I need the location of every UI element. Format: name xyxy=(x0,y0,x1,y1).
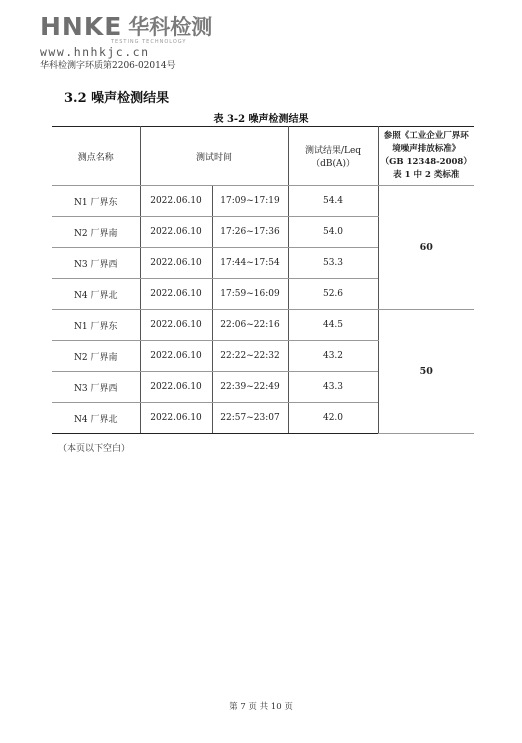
logo-chinese-name: 华科检测 xyxy=(128,15,213,39)
header-reference-standard xyxy=(378,127,474,186)
page-number: 第 7 页 共 10 页 xyxy=(229,702,293,712)
header-test-time: 测试时间 xyxy=(140,127,288,186)
header-point-name: 测点名称 xyxy=(52,127,140,186)
cell-value: 44.5 xyxy=(288,310,378,341)
header-ref-line: 参照《工业企业厂界环 xyxy=(383,131,469,141)
cell-time: 22:57~23:07 xyxy=(212,403,288,434)
cell-point: N2 厂界南 xyxy=(52,341,140,372)
header-ref-line: 境噪声排放标准》 xyxy=(392,144,461,154)
cell-date: 2022.06.10 xyxy=(140,186,212,217)
cell-date: 2022.06.10 xyxy=(140,279,212,310)
cell-point: N1 厂界东 xyxy=(52,186,140,217)
cell-value: 43.3 xyxy=(288,372,378,403)
cell-point: N4 厂界北 xyxy=(52,279,140,310)
cell-date: 2022.06.10 xyxy=(140,372,212,403)
cell-value: 42.0 xyxy=(288,403,378,434)
header-result xyxy=(288,127,378,186)
cell-value: 43.2 xyxy=(288,341,378,372)
cell-date: 2022.06.10 xyxy=(140,248,212,279)
cell-time: 17:59~16:09 xyxy=(212,279,288,310)
table-header-row xyxy=(52,127,474,186)
blank-page-note: （本页以下空白） xyxy=(58,444,131,454)
noise-results-table xyxy=(52,126,474,434)
cell-limit-night: 50 xyxy=(378,310,474,434)
cell-point: N3 厂界西 xyxy=(52,372,140,403)
cell-date: 2022.06.10 xyxy=(140,341,212,372)
section-title: 3.2 噪声检测结果 xyxy=(64,91,170,106)
logo-tagline: TESTING TECHNOLOGY xyxy=(111,39,187,45)
cell-time: 17:09~17:19 xyxy=(212,186,288,217)
cell-point: N1 厂界东 xyxy=(52,310,140,341)
company-logo xyxy=(40,14,212,59)
table-caption: 表 3-2 噪声检测结果 xyxy=(213,114,309,125)
cell-time: 17:44~17:54 xyxy=(212,248,288,279)
cell-time: 17:26~17:36 xyxy=(212,217,288,248)
logo-brand-text: HNKE xyxy=(40,12,123,41)
cell-time: 22:39~22:49 xyxy=(212,372,288,403)
header-result-line: 测试结果/Leq xyxy=(304,146,362,156)
cell-value: 54.4 xyxy=(288,186,378,217)
cell-time: 22:22~22:32 xyxy=(212,341,288,372)
cell-value: 52.6 xyxy=(288,279,378,310)
company-website: www.hnhkjc.cn xyxy=(40,45,150,59)
cell-limit-day: 60 xyxy=(378,186,474,310)
header-ref-line: （GB 12348-2008） xyxy=(380,157,472,167)
cell-point: N2 厂界南 xyxy=(52,217,140,248)
document-number: 华科检测字环质第2206-02014号 xyxy=(40,61,176,71)
cell-value: 54.0 xyxy=(288,217,378,248)
table-row xyxy=(52,186,474,217)
cell-date: 2022.06.10 xyxy=(140,403,212,434)
cell-date: 2022.06.10 xyxy=(140,217,212,248)
cell-point: N4 厂界北 xyxy=(52,403,140,434)
cell-date: 2022.06.10 xyxy=(140,310,212,341)
header-ref-line: 表 1 中 2 类标准 xyxy=(393,170,460,180)
cell-value: 53.3 xyxy=(288,248,378,279)
table-row xyxy=(52,310,474,341)
cell-point: N3 厂界西 xyxy=(52,248,140,279)
header-result-unit: （dB(A)） xyxy=(311,159,355,169)
cell-time: 22:06~22:16 xyxy=(212,310,288,341)
